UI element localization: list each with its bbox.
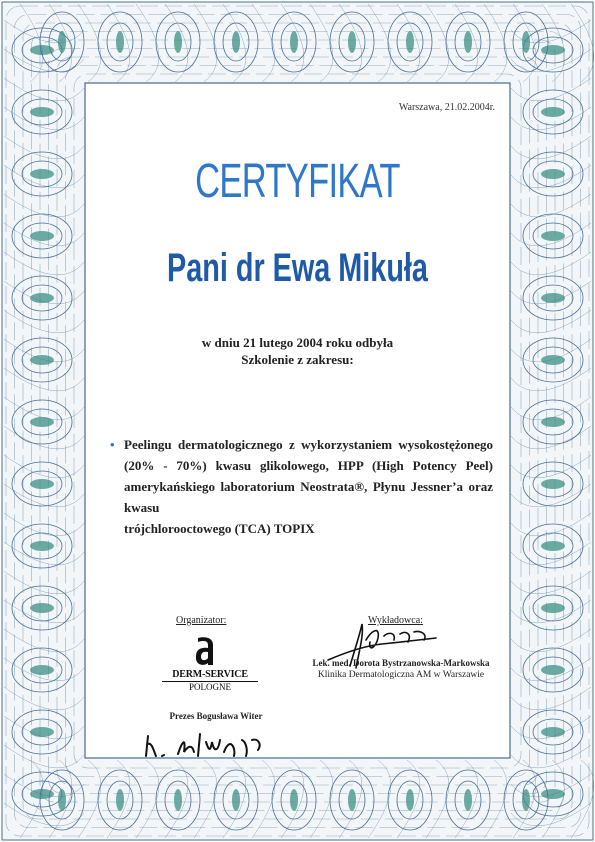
border-medallion-core: [541, 727, 565, 737]
derm-service-logo-icon: [192, 636, 218, 668]
training-topics: [110, 434, 493, 539]
border-medallion-core: [116, 31, 124, 53]
border-medallion-core: [232, 31, 240, 53]
topic-line-1: Peelingu dermatologicznego z wykorzystaniem: [124, 437, 393, 452]
border-medallion-core: [116, 789, 124, 811]
lecturer-clinic: Klinika Dermatologiczna AM w Warszawie: [317, 670, 485, 680]
certificate-title: CERTYFIKAT: [195, 155, 400, 208]
organizer-president: Prezes Bogusława Witer: [169, 711, 263, 721]
intro-text: [86, 334, 509, 368]
border-medallion-core: [30, 541, 54, 551]
border-medallion-core: [406, 789, 414, 811]
border-medallion-core: [541, 665, 565, 675]
border-medallion-core: [58, 789, 66, 811]
bullet-icon: •: [110, 437, 115, 452]
border-medallion-core: [522, 789, 530, 811]
border-medallion-core: [464, 789, 472, 811]
border-medallion-core: [290, 789, 298, 811]
border-medallion-core: [348, 31, 356, 53]
border-medallion-core: [348, 789, 356, 811]
border-medallion-core: [464, 31, 472, 53]
organizer-label: Organizator:: [176, 615, 227, 626]
border-medallion-core: [541, 45, 565, 55]
recipient-name: Pani dr Ewa Mikuła: [167, 246, 428, 290]
topic-line-5: trójchlorooctowego (TCA) TOPIX: [124, 521, 315, 536]
border-medallion-core: [541, 417, 565, 427]
topic-line-3: (High Potency Peel) amerykańskiego laboratorium: [124, 458, 493, 494]
border-medallion-core: [541, 231, 565, 241]
border-medallion-core: [174, 31, 182, 53]
president-signature: [138, 722, 288, 762]
border-medallion-core: [541, 541, 565, 551]
logo-company-name: DERM-SERVICE: [172, 669, 248, 680]
lecturer-label: Wykładowca:: [368, 615, 423, 626]
training-topic-item: [110, 434, 493, 539]
border-medallion-core: [30, 231, 54, 241]
border-medallion-core: [30, 479, 54, 489]
border-medallion-core: [174, 789, 182, 811]
lecturer-name: Lek. med. Dorota Bystrzanowska-Markowska: [312, 658, 490, 668]
border-medallion-core: [541, 107, 565, 117]
border-medallion-core: [541, 789, 565, 799]
border-medallion-core: [541, 169, 565, 179]
border-medallion-core: [541, 479, 565, 489]
border-medallion-core: [232, 789, 240, 811]
border-medallion-core: [30, 665, 54, 675]
topic-line-2: wysokostężonego (20% - 70%) kwasu glikolowego, HPP: [124, 437, 494, 473]
place-date: Warszawa, 21.02.2004r.: [398, 102, 495, 113]
intro-line-1: w dniu 21 lutego 2004 roku odbyła: [201, 335, 394, 350]
border-medallion-core: [30, 169, 54, 179]
logo-company-subtitle: POLOGNE: [162, 681, 258, 692]
border-medallion-core: [30, 603, 54, 613]
certificate-paper: [86, 84, 509, 757]
border-medallion-core: [30, 727, 54, 737]
border-medallion-core: [541, 603, 565, 613]
border-medallion-core: [290, 31, 298, 53]
topic-line-4: Neostrata®, Płynu Jessner’a oraz kwasu: [124, 479, 493, 515]
border-medallion-core: [30, 107, 54, 117]
border-medallion-core: [30, 417, 54, 427]
intro-line-2: Szkolenie z zakresu:: [241, 352, 354, 367]
border-medallion-core: [406, 31, 414, 53]
